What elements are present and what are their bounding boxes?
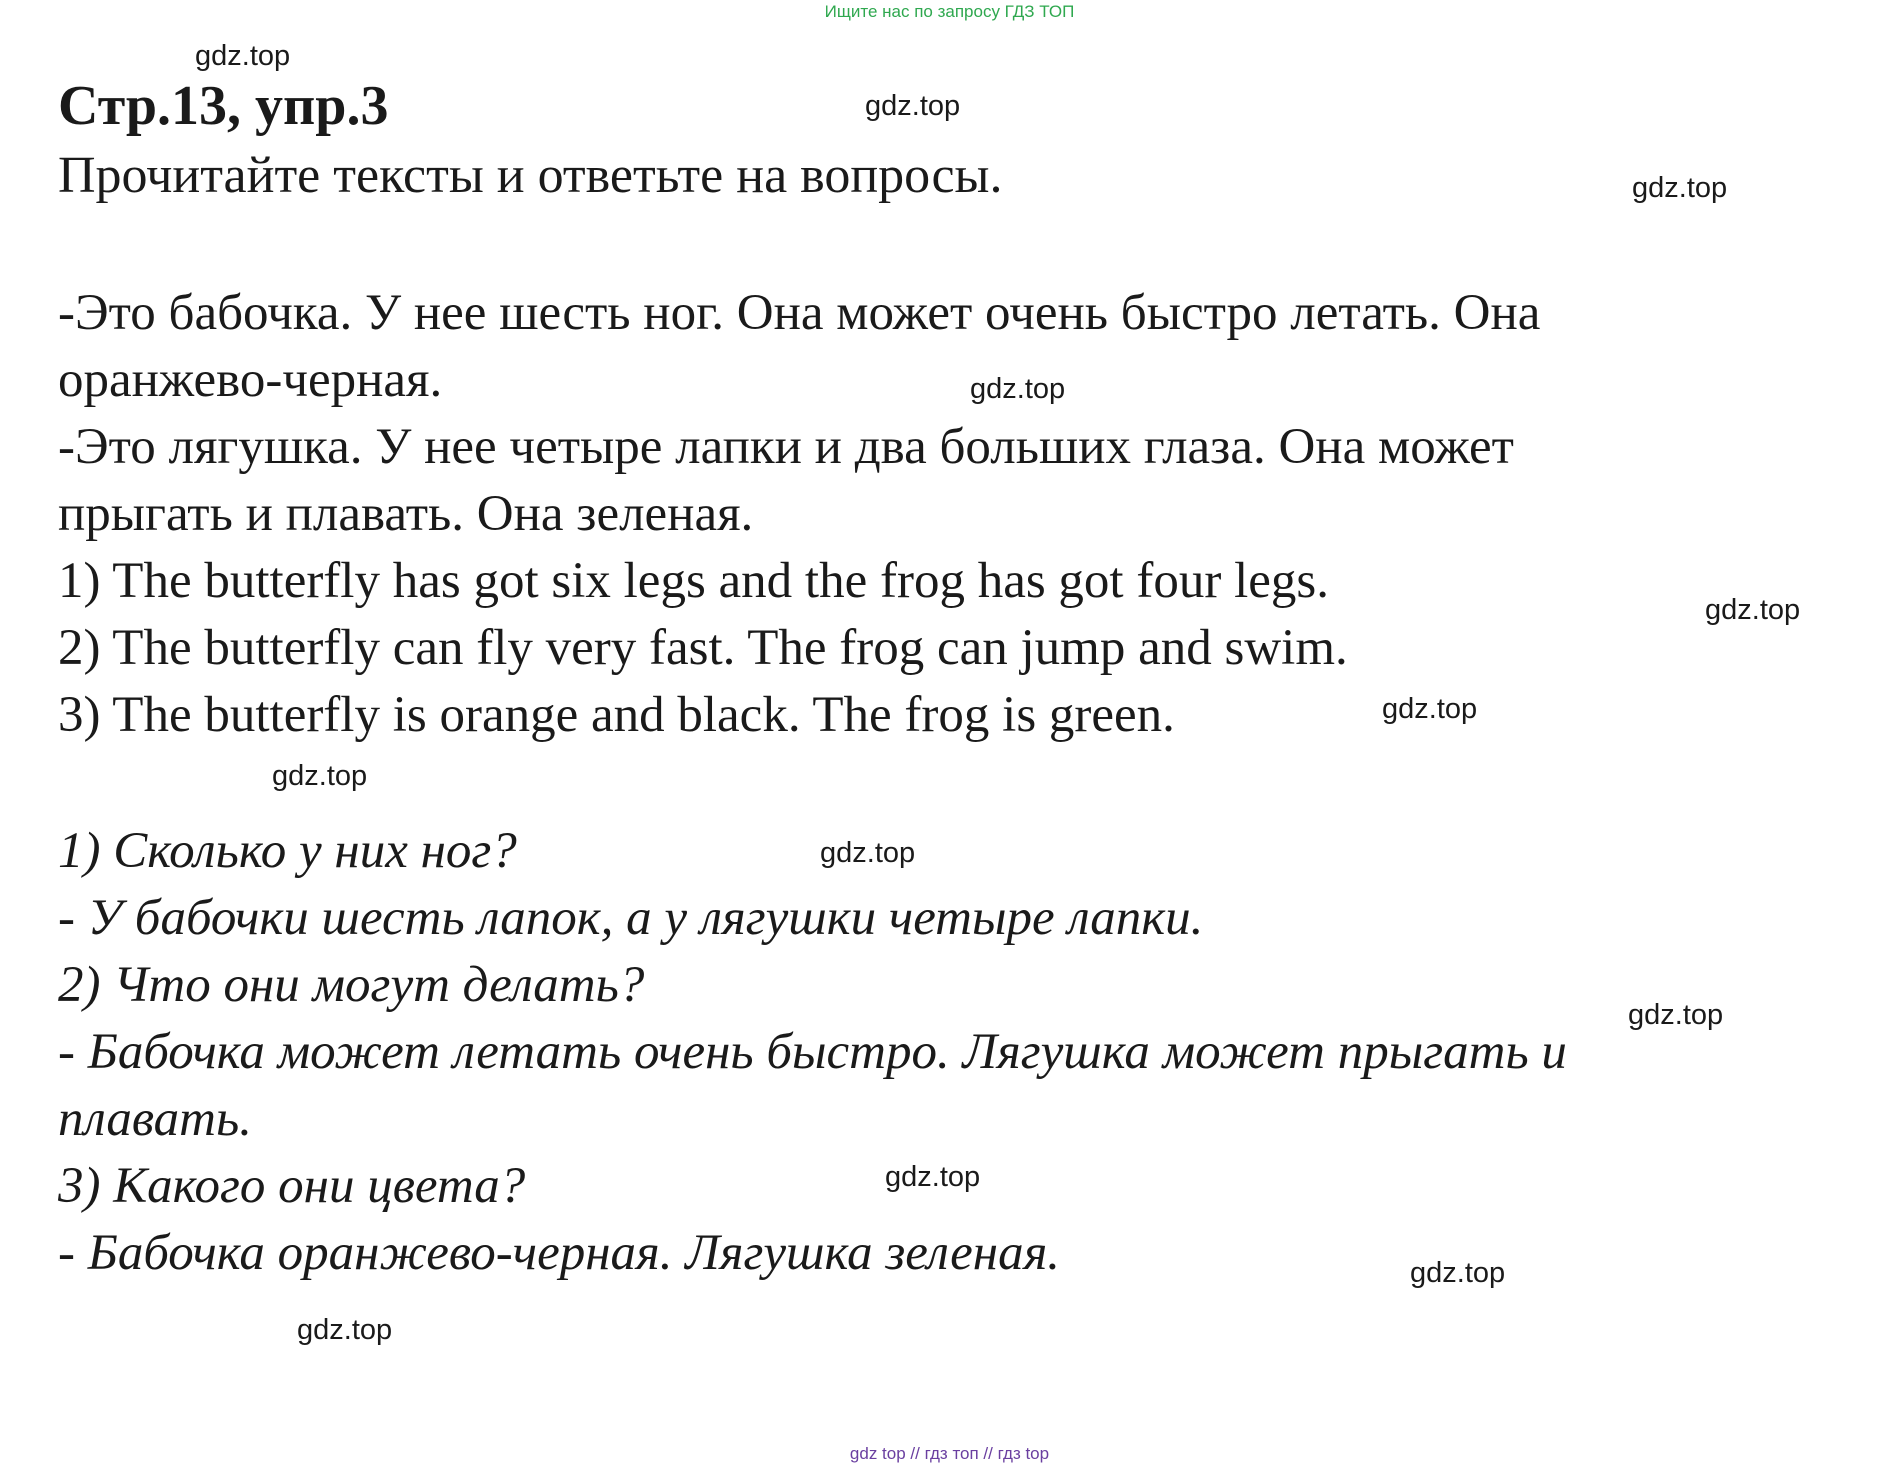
footer-watermark: gdz top // гдз топ // гдз top [849, 1444, 1050, 1463]
text-line: -Это лягушка. У нее четыре лапки и два больших глаза. Она может [58, 419, 1514, 475]
text-line: 2) The butterfly can fly very fast. The frog can jump and swim. [58, 620, 1348, 676]
instruction-text: Прочитайте тексты и ответьте на вопросы. [58, 147, 1003, 204]
watermark: gdz.top [970, 373, 1066, 405]
watermark: gdz.top [1382, 693, 1478, 725]
watermark: gdz.top [865, 90, 961, 122]
text-line: прыгать и плавать. Она зеленая. [58, 486, 754, 542]
text-line: 1) The butterfly has got six legs and the frog has got four legs. [58, 553, 1329, 609]
answer-line: - Бабочка оранжево-черная. Лягушка зеленая. [58, 1225, 1061, 1281]
watermark: gdz.top [1632, 172, 1728, 204]
top-banner: Ищите нас по запросу ГДЗ ТОП [824, 2, 1075, 21]
watermark: gdz.top [820, 837, 916, 869]
watermark: gdz.top [297, 1314, 393, 1346]
text-line: -Это бабочка. У нее шесть ног. Она может очень быстро летать. Она [58, 285, 1541, 341]
translated-questions-and-answers [58, 818, 1858, 1287]
text-line: оранжево-черная. [58, 352, 443, 408]
answer-line: - Бабочка может летать очень быстро. Лягушка может прыгать и [58, 1024, 1567, 1080]
watermark: gdz.top [195, 40, 291, 72]
watermark: gdz.top [885, 1161, 981, 1193]
watermark: gdz.top [272, 760, 368, 792]
question-line: 1) Сколько у них ног? [58, 823, 517, 879]
watermark: gdz.top [1410, 1257, 1506, 1289]
watermark: gdz.top [1705, 594, 1801, 626]
answer-line: плавать. [58, 1091, 252, 1147]
russian-texts-and-english-answers [58, 280, 1848, 749]
question-line: 3) Какого они цвета? [58, 1158, 526, 1214]
text-line: 3) The butterfly is orange and black. The frog is green. [58, 687, 1175, 743]
page-title: Стр.13, упр.3 [58, 75, 389, 137]
answer-line: - У бабочки шесть лапок, а у лягушки четыре лапки. [58, 890, 1204, 946]
question-line: 2) Что они могут делать? [58, 957, 645, 1013]
watermark: gdz.top [1628, 999, 1724, 1031]
